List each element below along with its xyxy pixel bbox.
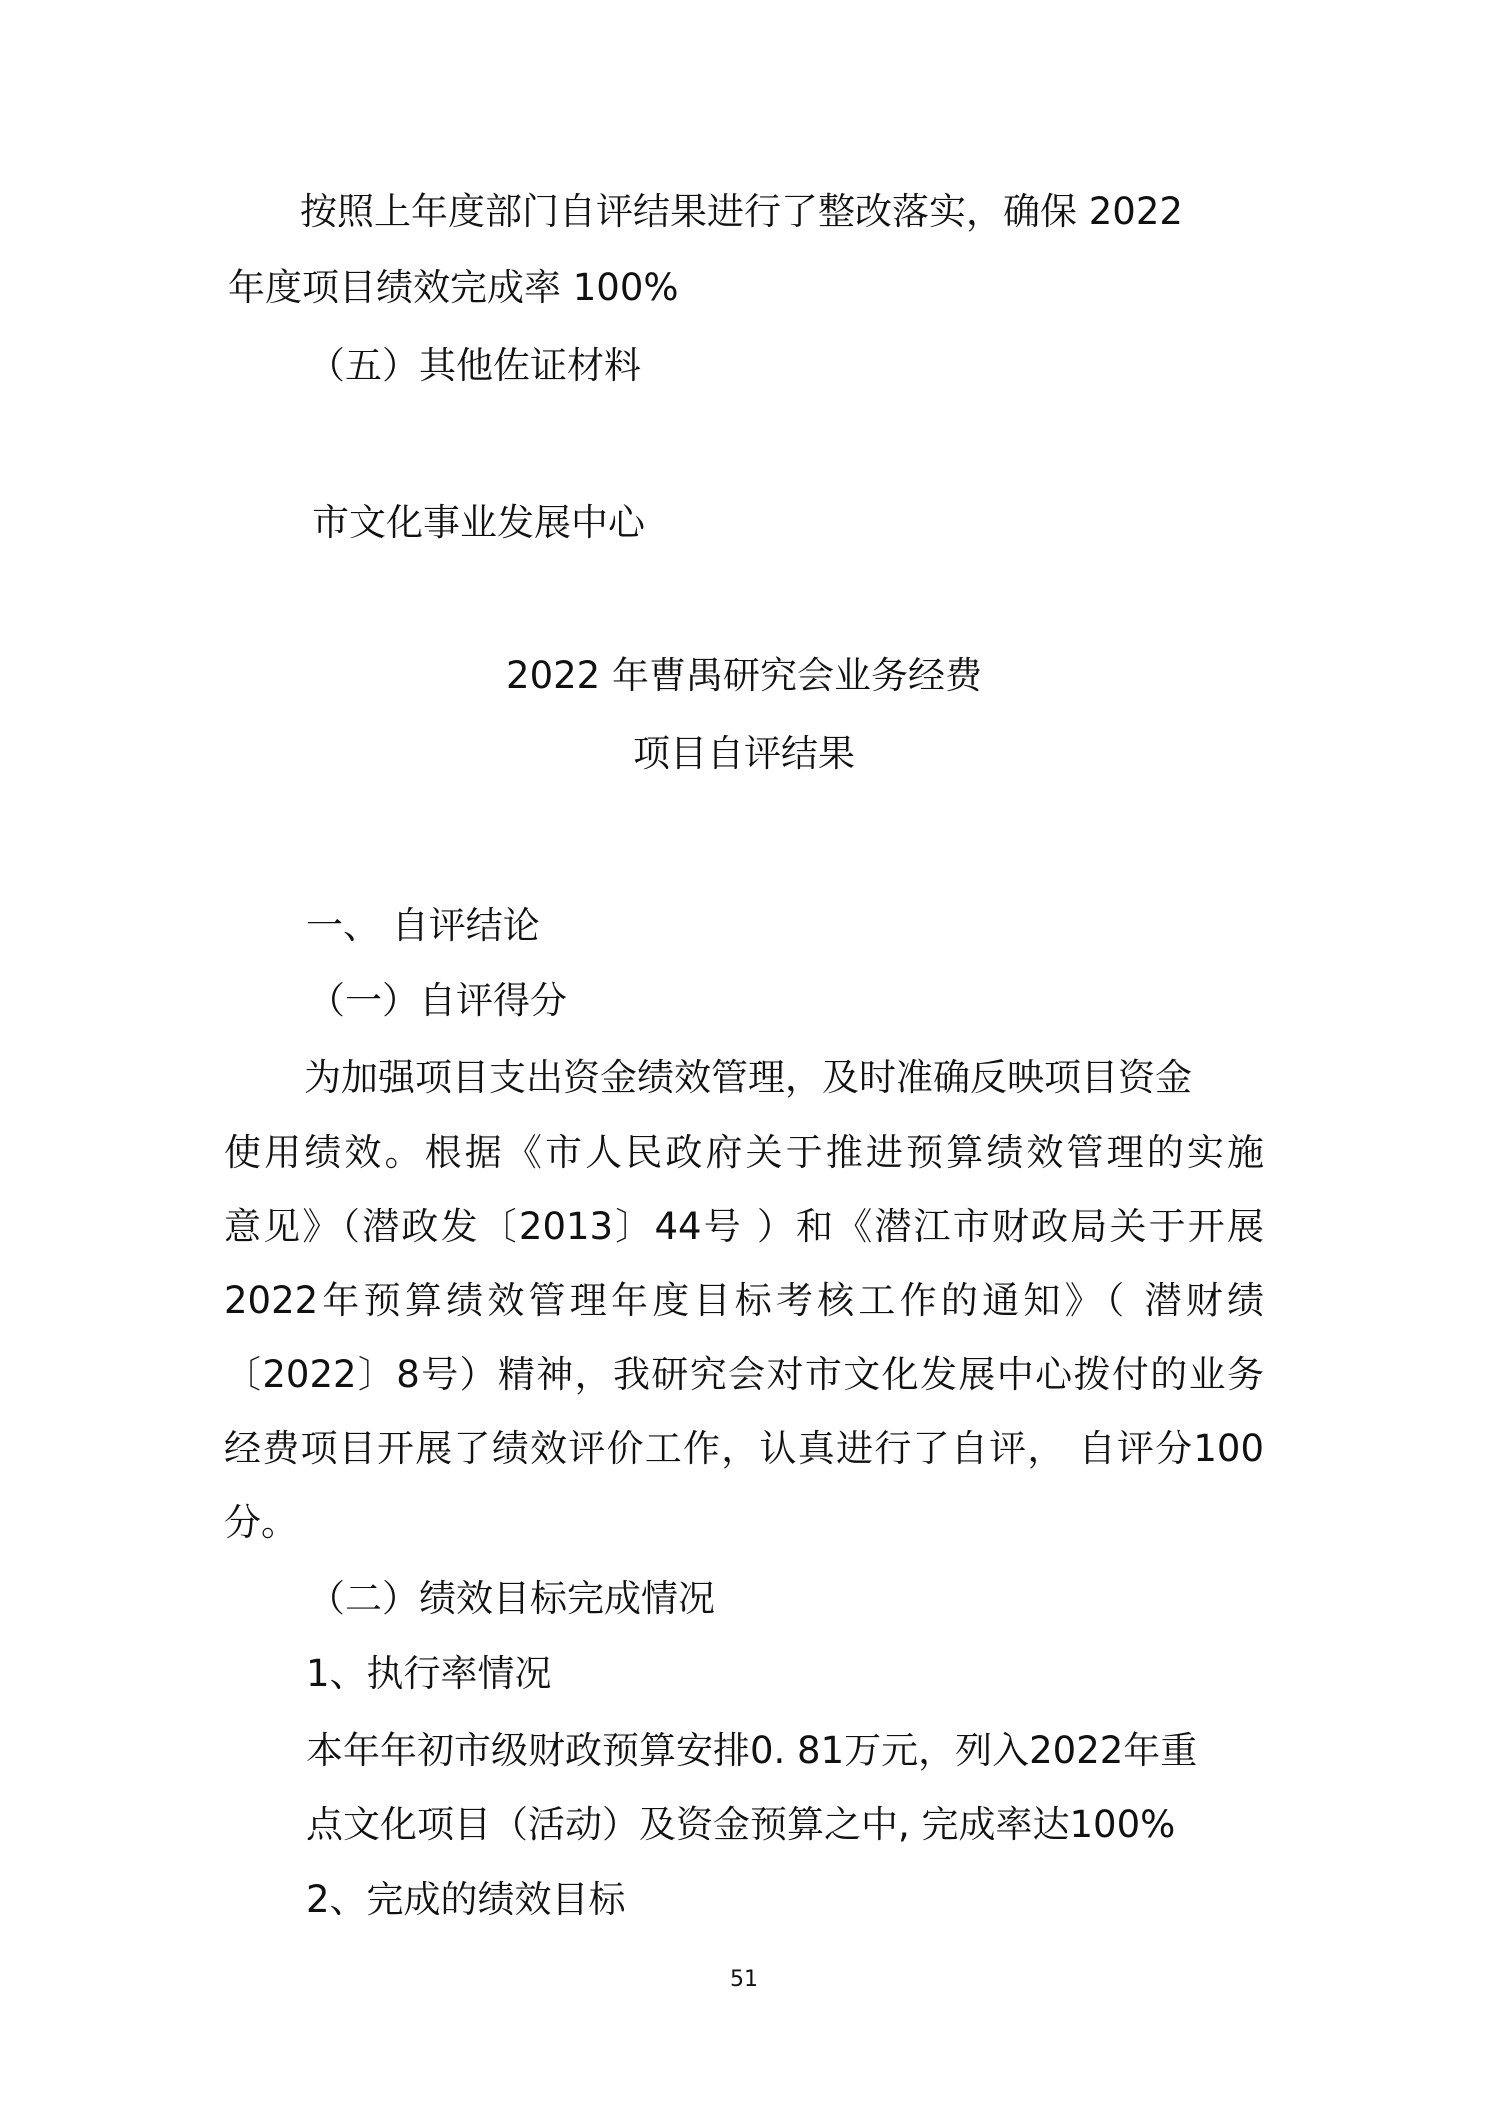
paragraph-rectification-line-2: 年度项目绩效完成率 100% (228, 266, 679, 309)
heading-execution-rate: 1、执行率情况 (306, 1652, 552, 1695)
paragraph-rectification-line-1: 按照上年度部门自评结果进行了整改落实，确保 2022 (300, 190, 1183, 233)
document-title-line-1: 2022 年曹禺研究会业务经费 (506, 654, 982, 697)
heading-performance-goals: （二）绩效目标完成情况 (308, 1577, 715, 1620)
paragraph-execution-line-1: 本年年初市级财政预算安排0. 81万元，列入2022年重 (306, 1729, 1198, 1772)
document-title-line-2: 项目自评结果 (633, 732, 855, 775)
heading-self-evaluation-score: （一）自评得分 (308, 979, 567, 1022)
heading-self-evaluation-conclusion: 一、 自评结论 (306, 904, 540, 947)
section-heading-other-materials: （五）其他佐证材料 (308, 344, 641, 387)
paragraph-score-line-2: 使用绩效。根据《市人民政府关于推进预算绩效管理的实施 (224, 1131, 1264, 1174)
paragraph-score-line-6: 经费项目开展了绩效评价工作，认真进行了自评， 自评分100 (224, 1427, 1264, 1470)
page-number: 51 (730, 1967, 758, 1992)
paragraph-score-line-4: 2022年预算绩效管理年度目标考核工作的通知》（ 潜财绩 (224, 1279, 1264, 1322)
organization-name: 市文化事业发展中心 (312, 501, 645, 544)
paragraph-execution-line-2: 点文化项目（活动）及资金预算之中, 完成率达100% (306, 1803, 1176, 1846)
paragraph-score-line-1: 为加强项目支出资金绩效管理，及时准确反映项目资金 (304, 1056, 1192, 1099)
paragraph-score-line-7: 分。 (224, 1501, 298, 1544)
paragraph-score-line-3: 意见》（潜政发〔2013〕44号 ）和《潜江市财政局关于开展 (224, 1205, 1264, 1248)
paragraph-score-line-5: 〔2022〕8号）精神，我研究会对市文化发展中心拨付的业务 (224, 1353, 1264, 1396)
heading-completed-goals: 2、完成的绩效目标 (306, 1878, 626, 1921)
